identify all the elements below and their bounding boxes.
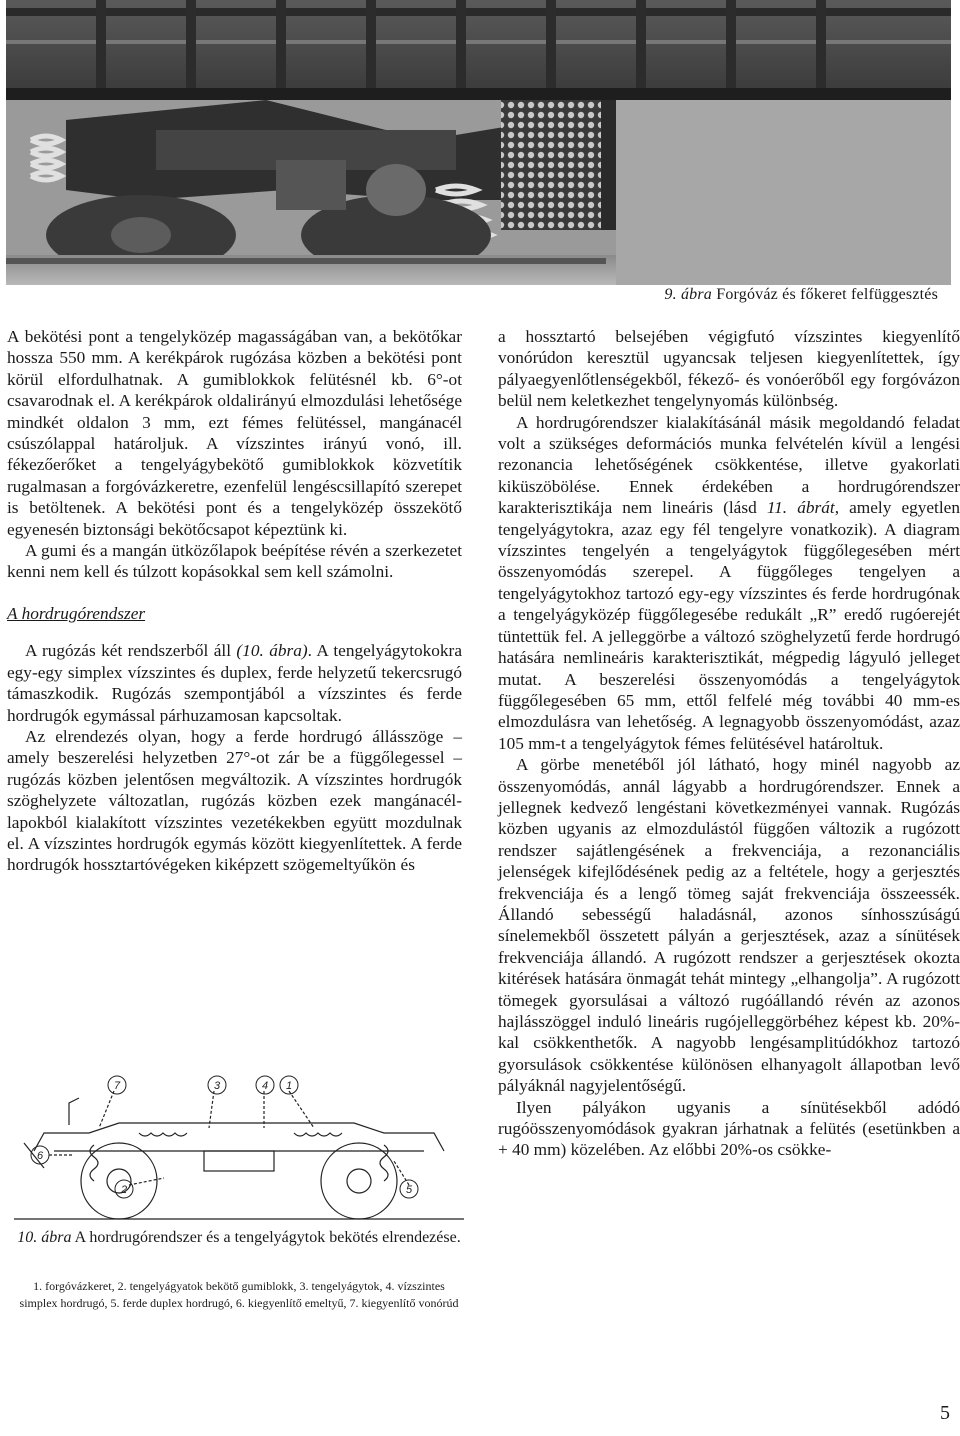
diagram-label-4: 4: [261, 1080, 269, 1092]
figure-9-text: Forgóváz és főkeret felfüggesztés: [716, 286, 938, 303]
left-paragraph-2: A gumi és a mangán ütközőlapok beépítése révén a szerkezetet kenni nem kell és túlzott kopásokkal sem kell számolni.: [7, 541, 462, 582]
diagram-label-5: 5: [405, 1184, 413, 1196]
figure-9-label: 9. ábra: [664, 286, 713, 303]
left-paragraph-3: [7, 640, 462, 726]
figure-10-label: 10. ábra: [17, 1229, 72, 1246]
diagram-label-1: 1: [285, 1080, 293, 1092]
section-heading: A hordrugórendszer: [7, 603, 146, 623]
right-paragraph-3: A görbe menetéből jól látható, hogy minél nagyobb az összenyomódás, annál lágyabb a hordrugórendszer. Ennek a jellegnek kedvező lengéstani következményei vannak. Rugózás közben ugyanis az elmozdulástól függően változik a rugózott rendszer sajátlengésének a frekvenciája, a rezonanciális jelenségek kifejlődésének pedig az a feltétele, hogy a gerjesztés frekvenciája és a lengő tömeg saját frekvenciája összeessék. Állandó sebességű haladásnál, azonos sínhosszúságú sínelemekből összetett pályán a gerjesztések, azaz a sínütések frekvenciája állandó. A rugózott rendszer a gerjesztések okozta kitérések hatására önmagát tehát mintegy „elhangolja”. A rugózott tömegek gyorsulásai a változó rugóállandó révén az azonos hajlásszöggel induló lineáris rugójelleggörbéhez képest kb. 20%-kal csökkenthetők. A nagyobb lengésamplitúdókhoz tartozó gyorsulások csökkentése különösen elhanyagolt állapotban levő pályáknál nagyjelentőségű.: [498, 755, 960, 1096]
left-paragraph-3-a: A rugózás két rendszerből áll: [25, 641, 237, 661]
figure-10-text: A hordrugórendszer és a tengelyágytok bekötés elrendezése.: [74, 1229, 461, 1246]
bogie-photo: [6, 0, 951, 285]
left-paragraph-1: A bekötési pont a tengelyközép magasságában van, a bekötőkar hossza 550 mm. A kerékpárok rugózása közben a bekötési pont körül elfordulhatnak. A gumiblokkok felütésnél kb. 6°-ot csavarodnak el. A kerékpárok oldalirányú elmozdulási lehetősége mindkét oldalon 3 mm, ezt fémes felütéssel, mangánacél csúszólappal határoljuk. A vízszintes irányú vonó, ill. fékezőerőket a tengelyágybekötő gumiblokkok közvetítik rugalmasan a forgóvázkeretre, ezenfelül lengéscsillapító szerepet is betöltenek. A bekötési pont és a tengelyközép összekötő egyenesén biztonsági bekötőcsapot képeztünk ki.: [7, 327, 462, 539]
page-number: 5: [940, 1402, 950, 1424]
figure-9-caption: [664, 286, 938, 304]
diagram-label-2: 2: [120, 1184, 128, 1196]
figure-10-reference: (10. ábra): [236, 641, 308, 661]
left-paragraph-3-b: . A tengelyágytokokra egy-egy simplex vízszintes és duplex, ferde helyzetű tekercsrugó támaszkodik. Rugózás szempontjából a vízszintes és ferde hordrugók egymással párhuzamosan kapcsoltak.: [7, 641, 462, 725]
diagram-label-3: 3: [213, 1080, 221, 1092]
right-paragraph-4: Ilyen pályákon ugyanis a sínütésekből adódó rugóösszenyomódások gyakran járhatnak a felütés (esetünkben a + 40 mm) közelében. Az előbbi 20%-os csökke-: [498, 1097, 960, 1160]
left-paragraph-4: Az elrendezés olyan, hogy a ferde hordrugó állásszöge – amely beszerelési helyzetben 27°-ot zár be a függőlegessel – rugózás közben jelentősen megváltozik. A vízszintes hordrugók szöghelyzete változatlan, rugózás közben ezek mangánacél-lapokból kialakított vízszintes vezetékekben együtt mozdulnak el. A vízszintes hordrugók egymás között kiegyenlítettek. A ferde hordrugók hossztartóvégeken kiképzett szögemeltyűkön és: [7, 726, 462, 875]
right-column: [498, 326, 960, 1161]
right-paragraph-2-a: A hordrugórendszer kialakításánál másik megoldandó feladat volt a szükséges deformációs munka felvételén kívül a lengési rezonancia lehetőségének csökkentése, illetve gyakorlati kiküszöbölése. Ennek érdekében a hordrugórendszer karakterisztikája nem lineáris (lásd: [498, 412, 960, 518]
figure-11-reference: 11. ábrát: [766, 498, 835, 518]
figure-10-caption: [14, 1228, 464, 1248]
figure-10-legend: 1. forgóvázkeret, 2. tengelyágyatok bekötő gumiblokk, 3. tengelyágytok, 4. vízszintes simplex hordrugó, 5. ferde duplex hordrugó, 6. kiegyenlítő emeltyű, 7. kiegyenlítő vonórúd: [19, 1279, 459, 1310]
right-paragraph-2-b: , amely egyetlen tengelyágytokra, azaz egy fél tengelyre vonatkozik). A diagram vízszintes tengelyén a tengelyágytok függőlegesében mért összenyomódás szerepel. A függőleges tengelyen a tengelyágytokhoz tartozó egy-egy vízszintes és ferde hordrugónak a tengelyágyközép függőlegesébe redukált „R” eredő rugóerejét tüntettük fel. A jelleggörbe a változó szöghelyzetű ferde hordrugó hatására nemlineáris karakterisztikát, mégpedig lágyuló jelleget mutat. A beszerelési összenyomódás a tengelyágytok függőlegesében 65 mm, ettől felfelé még további 40 mm-es elmozdulásra van lehetőség. A legnagyobb összenyomódást, azaz 105 mm-t a tengelyágytok fémes felütésével határoltuk.: [498, 498, 960, 753]
diagram-label-6: 6: [36, 1150, 44, 1162]
left-column: [7, 326, 462, 876]
right-paragraph-2: [498, 412, 960, 755]
figure-10-diagram: [14, 1073, 464, 1223]
diagram-label-7: 7: [113, 1080, 121, 1092]
right-paragraph-1: a hossztartó belsejében végigfutó vízszintes kiegyenlítő vonórúdon keresztül ugyancsak teljesen kiegyenlítettek, így pályaegyenlőtlenségekből, fékező- és vonóerőből egy forgóvázon belül nem keletkezhet tengelynyomás különbség.: [498, 327, 960, 411]
